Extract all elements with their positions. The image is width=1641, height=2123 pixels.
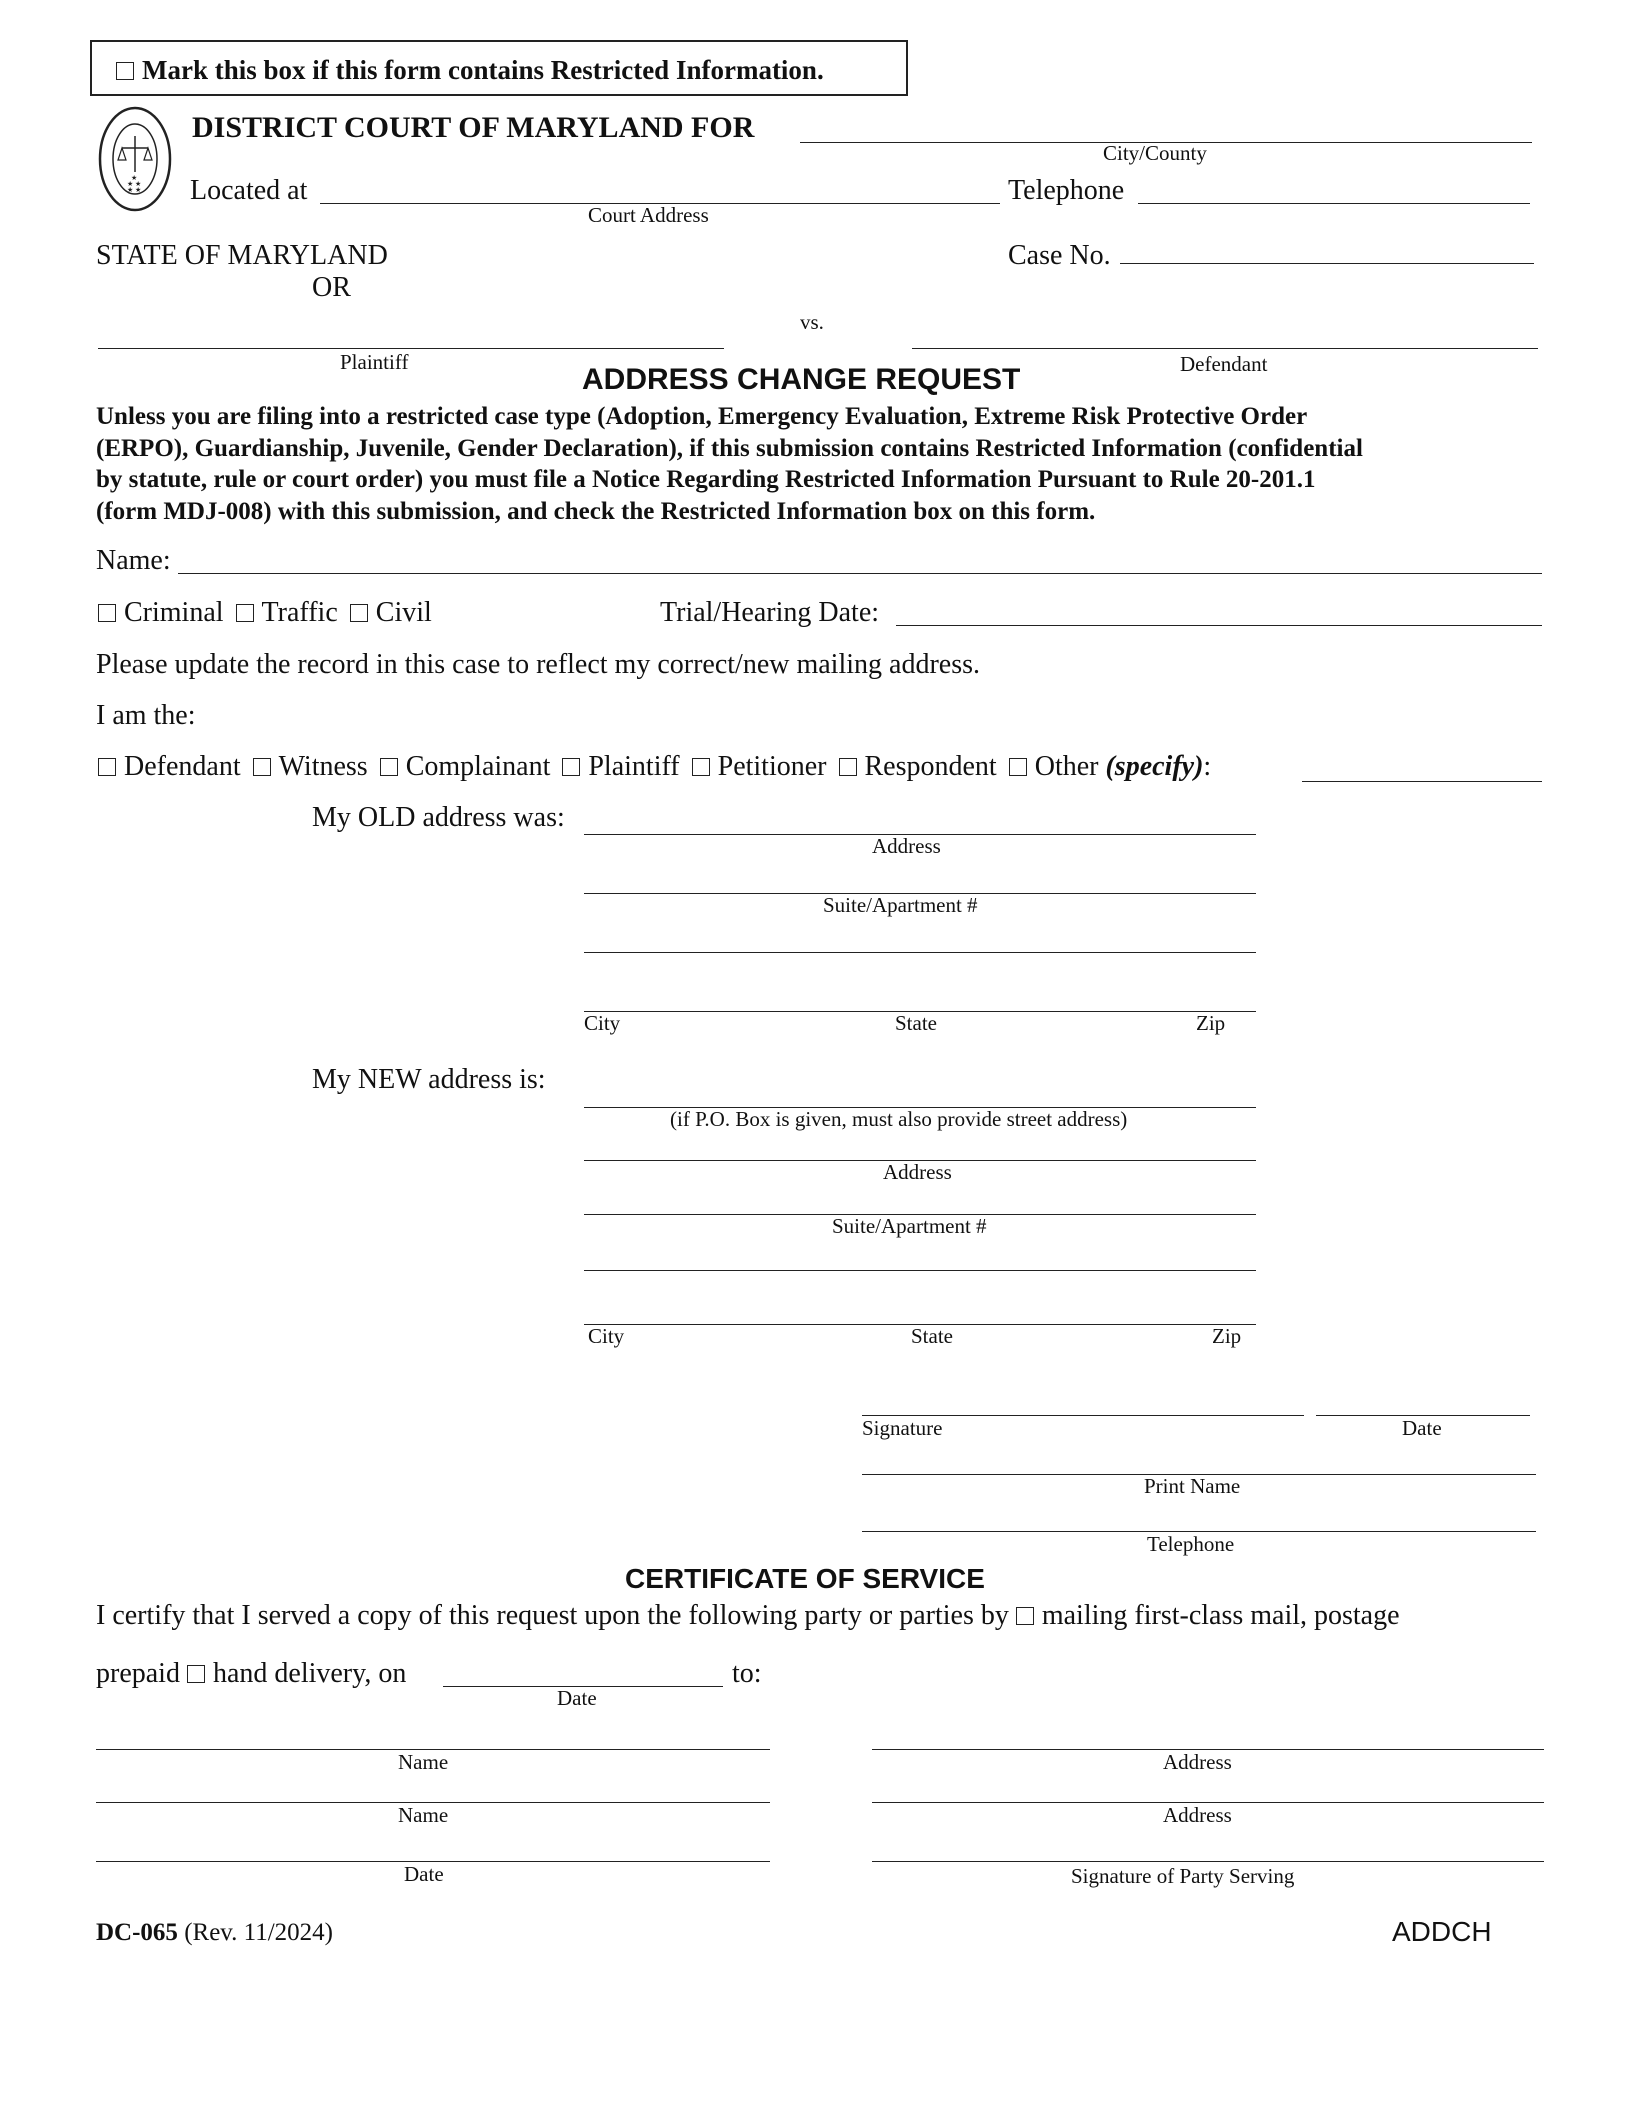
serving-signature-caption: Signature of Party Serving (1071, 1864, 1295, 1888)
role-witness[interactable]: Witness (253, 753, 368, 781)
defendant-line[interactable] (912, 348, 1538, 349)
new-state-caption: State (911, 1324, 953, 1348)
notice-line-2: (ERPO), Guardianship, Juvenile, Gender Declaration), if this submission contains Restricted Information (confidential (96, 435, 1363, 462)
svg-text:★: ★ (131, 174, 138, 182)
notice-line-3: by statute, rule or court order) you must file a Notice Regarding Restricted Information Pursuant to Rule 20-201.1 (96, 466, 1316, 493)
form-title: ADDRESS CHANGE REQUEST (582, 363, 1021, 396)
print-name-caption: Print Name (1144, 1474, 1241, 1498)
signer-telephone-caption: Telephone (1147, 1532, 1235, 1556)
court-address-caption: Court Address (588, 203, 709, 227)
form-number: DC-065 (Rev. 11/2024) (96, 1919, 334, 1946)
i-am-the-label: I am the: (96, 700, 196, 731)
role-defendant[interactable]: Defendant (98, 753, 241, 781)
new-address-caption: Address (883, 1160, 952, 1184)
vs-label: vs. (800, 310, 824, 334)
case-type-options (98, 599, 444, 627)
new-city-caption: City (588, 1324, 625, 1348)
service-date-caption: Date (557, 1686, 597, 1710)
new-blank-line[interactable] (584, 1270, 1256, 1271)
old-address-label: My OLD address was: (312, 802, 565, 833)
restricted-info-checkbox[interactable] (116, 62, 134, 80)
role-complainant[interactable]: Complainant (380, 753, 551, 781)
served-name-caption-2: Name (398, 1803, 449, 1827)
court-telephone-line[interactable] (1138, 203, 1530, 204)
role-other-specify-line[interactable] (1302, 781, 1542, 782)
traffic-checkbox[interactable] (236, 604, 254, 622)
case-no-label: Case No. (1008, 240, 1111, 271)
old-state-caption: State (895, 1011, 937, 1035)
role-respondent[interactable]: Respondent (839, 753, 997, 781)
old-zip-caption: Zip (1196, 1011, 1226, 1035)
new-address-label: My NEW address is: (312, 1064, 546, 1095)
case-no-line[interactable] (1120, 263, 1534, 264)
name-label: Name: (96, 545, 171, 576)
to-label: to: (732, 1658, 762, 1689)
served-date-caption: Date (404, 1862, 444, 1886)
old-city-caption: City (584, 1011, 621, 1035)
form-code: ADDCH (1392, 1916, 1492, 1947)
or-label: OR (312, 272, 351, 303)
case-type-traffic[interactable]: Traffic (236, 599, 338, 627)
certificate-line-2: prepaid hand delivery, on (96, 1658, 407, 1689)
svg-text:★ ★: ★ ★ (127, 180, 142, 188)
trial-hearing-label: Trial/Hearing Date: (660, 597, 880, 628)
court-seal (98, 106, 172, 212)
notice-line-4: (form MDJ-008) with this submission, and check the Restricted Information box on this form. (96, 498, 1096, 525)
role-plaintiff[interactable]: Plaintiff (562, 753, 679, 781)
old-blank-line[interactable] (584, 952, 1256, 953)
old-suite-caption: Suite/Apartment # (823, 893, 978, 917)
court-title: DISTRICT COURT OF MARYLAND FOR (192, 111, 755, 144)
role-options (98, 753, 1211, 781)
new-suite-caption: Suite/Apartment # (832, 1214, 987, 1238)
restricted-info-box (90, 40, 908, 96)
telephone-label: Telephone (1008, 175, 1125, 206)
notice-line-1: Unless you are filing into a restricted case type (Adoption, Emergency Evaluation, Extreme Risk Protective Order (96, 403, 1308, 430)
restricted-info-label: Mark this box if this form contains Restricted Information. (142, 55, 824, 85)
po-box-note: (if P.O. Box is given, must also provide street address) (670, 1107, 1128, 1131)
serving-signature-line[interactable] (872, 1861, 1544, 1862)
criminal-checkbox[interactable] (98, 604, 116, 622)
certificate-line-1: I certify that I served a copy of this request upon the following party or parties by mailing first-class mail, postage (96, 1600, 1400, 1631)
trial-hearing-date-line[interactable] (896, 625, 1542, 626)
svg-text:★ ★: ★ ★ (127, 186, 142, 194)
plaintiff-line[interactable] (98, 348, 724, 349)
name-line[interactable] (178, 573, 1542, 574)
signature-date-caption: Date (1402, 1416, 1442, 1440)
new-zip-caption: Zip (1212, 1324, 1242, 1348)
civil-checkbox[interactable] (350, 604, 368, 622)
role-other[interactable]: Other (specify): (1009, 751, 1211, 782)
mailing-checkbox[interactable] (1016, 1607, 1034, 1625)
court-seal-icon (98, 106, 172, 212)
signature-caption: Signature (862, 1416, 943, 1440)
old-address-caption: Address (872, 834, 941, 858)
state-of-maryland: STATE OF MARYLAND (96, 240, 388, 271)
served-address-caption-2: Address (1163, 1803, 1232, 1827)
case-type-criminal[interactable]: Criminal (98, 599, 224, 627)
located-at-label: Located at (190, 175, 308, 206)
served-name-caption-1: Name (398, 1750, 449, 1774)
served-address-caption-1: Address (1163, 1750, 1232, 1774)
plaintiff-caption: Plaintiff (340, 350, 409, 374)
certificate-title: CERTIFICATE OF SERVICE (625, 1563, 985, 1594)
city-county-caption: City/County (1103, 141, 1207, 165)
hand-delivery-checkbox[interactable] (187, 1665, 205, 1683)
role-petitioner[interactable]: Petitioner (692, 753, 827, 781)
update-request-text: Please update the record in this case to reflect my correct/new mailing address. (96, 649, 980, 680)
defendant-caption: Defendant (1180, 352, 1268, 376)
case-type-civil[interactable]: Civil (350, 599, 432, 627)
